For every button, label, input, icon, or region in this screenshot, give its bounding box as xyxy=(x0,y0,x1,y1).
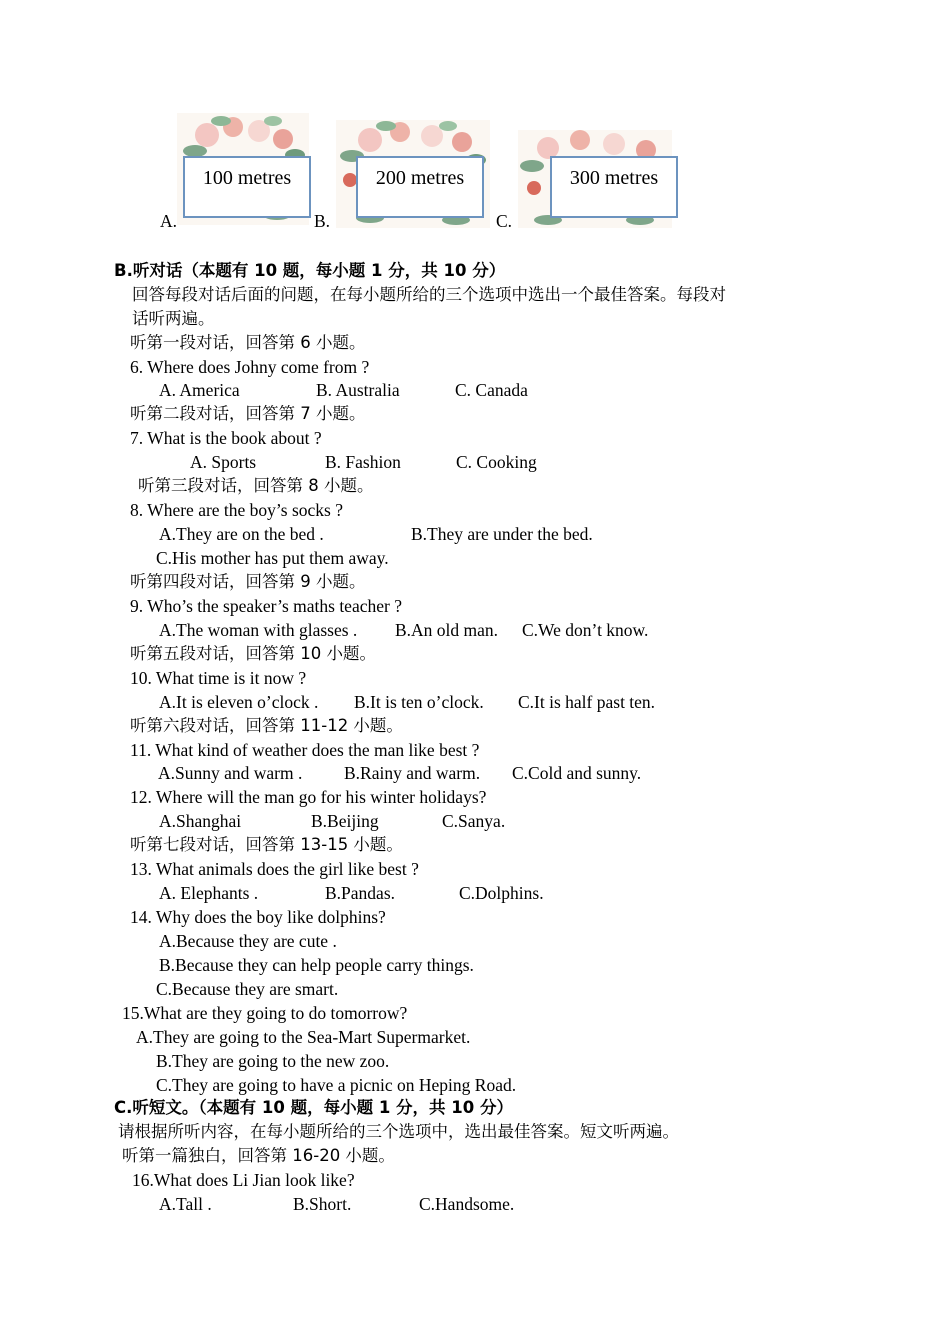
question-16: 16.What does Li Jian look like? xyxy=(132,1170,355,1190)
option-label: 100 metres xyxy=(202,167,292,189)
section-b-instruction: 话听两遍。 xyxy=(132,309,215,328)
option-c: C.Sanya. xyxy=(442,811,506,831)
passage-heading: 听第一篇独白，回答第 16-20 小题。 xyxy=(122,1146,395,1165)
option-c: C. Cooking xyxy=(456,452,537,472)
option-letter: B. xyxy=(314,211,331,231)
option-a: A.They are going to the Sea-Mart Supermarket. xyxy=(136,1027,471,1047)
option-b: B.It is ten o’clock. xyxy=(354,692,484,712)
option-c: C.They are going to have a picnic on Heping Road. xyxy=(156,1075,517,1095)
question-12: 12. Where will the man go for his winter holidays? xyxy=(130,787,487,807)
option-b: B.Rainy and warm. xyxy=(344,763,481,783)
option-c: C.We don’t know. xyxy=(522,620,649,640)
option-a: A. Sports xyxy=(190,452,257,472)
option-b: B.Because they can help people carry things. xyxy=(159,955,474,975)
question-10: 10. What time is it now ? xyxy=(130,668,307,688)
dialog-heading: 听第三段对话，回答第 8 小题。 xyxy=(138,476,374,495)
dialog-heading: 听第四段对话，回答第 9 小题。 xyxy=(130,572,366,591)
option-a: A. America xyxy=(159,380,240,400)
option-c: C.It is half past ten. xyxy=(518,692,656,712)
section-b-title: B.听对话（本题有 10 题，每小题 1 分，共 10 分） xyxy=(114,261,506,280)
section-c-instruction: 请根据所听内容，在每小题所给的三个选项中，选出最佳答案。短文听两遍。 xyxy=(118,1122,679,1141)
option-c: C.His mother has put them away. xyxy=(156,548,389,568)
question-9: 9. Who’s the speaker’s maths teacher ? xyxy=(130,596,402,616)
section-b-instruction: 回答每段对话后面的问题，在每小题所给的三个选项中选出一个最佳答案。每段对 xyxy=(132,285,726,304)
question-6: 6. Where does Johny come from ? xyxy=(130,357,370,377)
option-c: C.Cold and sunny. xyxy=(512,763,642,783)
option-b: B.They are going to the new zoo. xyxy=(156,1051,390,1071)
option-c: C.Because they are smart. xyxy=(156,979,339,999)
dialog-heading: 听第一段对话，回答第 6 小题。 xyxy=(130,333,366,352)
dialog-heading: 听第七段对话，回答第 13-15 小题。 xyxy=(130,835,403,854)
option-c: C.Dolphins. xyxy=(459,883,544,903)
option-b: B.Pandas. xyxy=(325,883,395,903)
option-label: 300 metres xyxy=(569,167,659,189)
option-label: 200 metres xyxy=(375,167,465,189)
question-7: 7. What is the book about ? xyxy=(130,428,322,448)
option-letter: C. xyxy=(496,211,513,231)
option-a: A.They are on the bed . xyxy=(159,524,324,544)
option-c: C.Handsome. xyxy=(419,1194,515,1214)
question-13: 13. What animals does the girl like best ? xyxy=(130,859,419,879)
option-b: B.They are under the bed. xyxy=(411,524,593,544)
question-14: 14. Why does the boy like dolphins? xyxy=(130,907,386,927)
question-11: 11. What kind of weather does the man like best ? xyxy=(130,740,480,760)
dialog-heading: 听第二段对话，回答第 7 小题。 xyxy=(130,404,366,423)
option-c: C. Canada xyxy=(455,380,528,400)
option-a: A.It is eleven o’clock . xyxy=(159,692,319,712)
option-a: A.Shanghai xyxy=(159,811,242,831)
option-a: A.Because they are cute . xyxy=(159,931,337,951)
option-a: A.Tall . xyxy=(159,1194,212,1214)
option-label-box xyxy=(183,156,311,218)
option-a: A.The woman with glasses . xyxy=(159,620,358,640)
option-b: B. Fashion xyxy=(325,452,401,472)
option-letter: A. xyxy=(160,211,178,231)
option-a: A. Elephants . xyxy=(159,883,259,903)
option-b: B.Beijing xyxy=(311,811,379,831)
question-15: 15.What are they going to do tomorrow? xyxy=(122,1003,408,1023)
dialog-heading: 听第六段对话，回答第 11-12 小题。 xyxy=(130,716,403,735)
option-b: B.An old man. xyxy=(395,620,499,640)
question-8: 8. Where are the boy’s socks ? xyxy=(130,500,344,520)
option-a: A.Sunny and warm . xyxy=(158,763,303,783)
option-b: B. Australia xyxy=(316,380,400,400)
dialog-heading: 听第五段对话，回答第 10 小题。 xyxy=(130,644,376,663)
option-label-box xyxy=(356,156,484,218)
section-c-title: C.听短文。（本题有 10 题，每小题 1 分，共 10 分） xyxy=(114,1098,513,1117)
option-b: B.Short. xyxy=(293,1194,352,1214)
option-label-box xyxy=(550,156,678,218)
